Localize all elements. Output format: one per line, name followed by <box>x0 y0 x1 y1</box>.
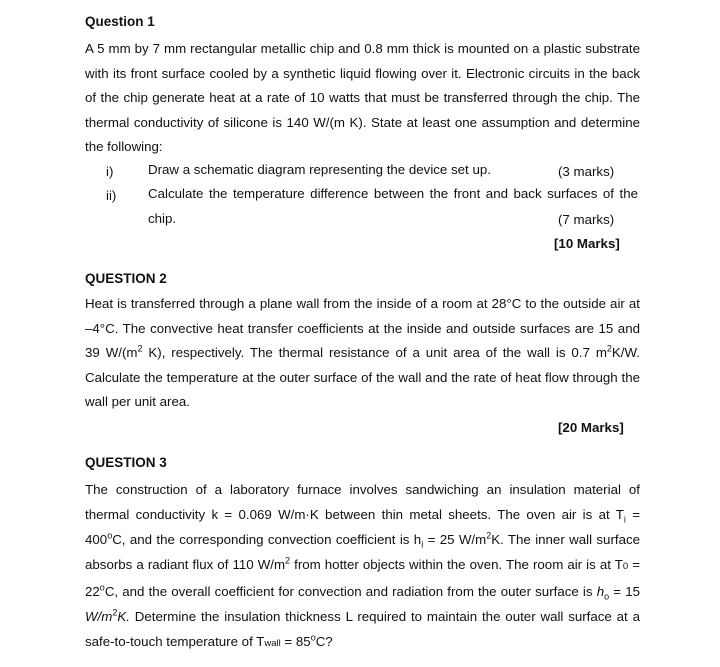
item-ii-marks: (7 marks) <box>558 212 615 227</box>
question-2-total-marks: [20 Marks] <box>558 420 624 435</box>
question-1-heading: Question 1 <box>85 14 155 29</box>
question-2-heading: QUESTION 2 <box>85 271 167 286</box>
item-i-marks: (3 marks) <box>558 164 615 179</box>
question-3-body: The construction of a laboratory furnace involves sandwiching an insulation material of thermal conductivity k = 0.069 W/m·K between thin metal sheets. The oven air is at $T_i = 400^oC$, and the corresponding convection coefficient is $h_i = 25$ $W/m^2K$. The inner wall surface absorbs a radiant flux of 110 $W/m^2$ from hotter objects within the oven. The room air is at $T0 = 22^oC$, and the overall coefficient for convection and radiation from the outer surface is $h_o = 15$ $W/m^2K$. Determine the insulation thickness L required to maintain the outer wall surface at a safe-to-touch temperature of Twall = $85^oC$? <box>85 482 641 649</box>
item-i-label: i) <box>106 164 114 179</box>
question-2-body: Heat is transferred through a plane wall from the inside of a room at 28°C to the outside air at –4°C. The convective heat transfer coefficients at the inside and outside surfaces are 15 and 39 $W/(m^2$ K), respectively. The thermal resistance of a unit area of the wall is 0.7 $m^2K/W$. Calculate the temperature at the outer surface of the wall and the rate of heat flow through the wall per unit area. <box>85 296 640 409</box>
item-i-text: Draw a schematic diagram representing the device set up. <box>148 162 491 177</box>
item-ii-text: Calculate the temperature difference between the front and back surfaces of the chip. <box>148 186 638 226</box>
question-1-total-marks: [10 Marks] <box>554 236 620 251</box>
question-1-body: A 5 mm by 7 mm rectangular metallic chip and 0.8 mm thick is mounted on a plastic substrate with its front surface cooled by a synthetic liquid flowing over it. Electronic circuits in the back of the chip generate heat at a rate of 10 watts that must be transferred through the chip. The thermal conductivity of silicone is 140 W/(m K). State at least one assumption and determine the following: <box>85 41 640 154</box>
question-3-heading: QUESTION 3 <box>85 455 167 470</box>
item-ii-label: ii) <box>106 188 117 203</box>
